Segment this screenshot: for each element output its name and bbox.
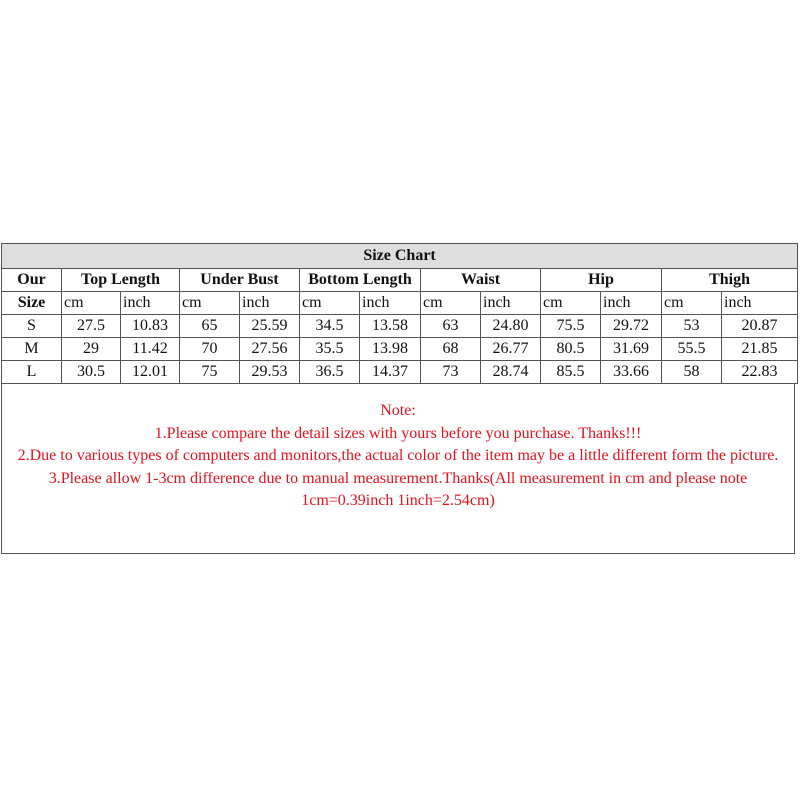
table-cell: 11.42 bbox=[121, 338, 180, 361]
unit-cm: cm bbox=[541, 292, 601, 315]
table-title: Size Chart bbox=[2, 244, 798, 269]
group-header-hip: Hip bbox=[541, 269, 662, 292]
table-cell: 33.66 bbox=[601, 361, 662, 384]
table-cell: 63 bbox=[421, 315, 481, 338]
table-cell: 36.5 bbox=[300, 361, 360, 384]
unit-inch: inch bbox=[481, 292, 541, 315]
unit-cm: cm bbox=[180, 292, 240, 315]
unit-cm: cm bbox=[662, 292, 722, 315]
size-label: S bbox=[2, 315, 62, 338]
table-cell: 34.5 bbox=[300, 315, 360, 338]
table-cell: 85.5 bbox=[541, 361, 601, 384]
table-cell: 27.5 bbox=[62, 315, 121, 338]
table-cell: 70 bbox=[180, 338, 240, 361]
size-chart bbox=[1, 243, 797, 554]
size-label: L bbox=[2, 361, 62, 384]
table-row bbox=[2, 338, 798, 361]
table-cell: 31.69 bbox=[601, 338, 662, 361]
table-cell: 30.5 bbox=[62, 361, 121, 384]
size-table bbox=[1, 243, 798, 384]
table-cell: 53 bbox=[662, 315, 722, 338]
table-cell: 20.87 bbox=[722, 315, 798, 338]
unit-cm: cm bbox=[421, 292, 481, 315]
note-line: 1.Please compare the detail sizes with yours before you purchase. Thanks!!! bbox=[154, 424, 642, 442]
unit-inch: inch bbox=[240, 292, 300, 315]
unit-inch: inch bbox=[121, 292, 180, 315]
unit-inch: inch bbox=[601, 292, 662, 315]
unit-inch: inch bbox=[360, 292, 421, 315]
group-header-bottom-length: Bottom Length bbox=[300, 269, 421, 292]
table-cell: 26.77 bbox=[481, 338, 541, 361]
table-cell: 65 bbox=[180, 315, 240, 338]
group-header-under-bust: Under Bust bbox=[180, 269, 300, 292]
table-cell: 75 bbox=[180, 361, 240, 384]
table-cell: 22.83 bbox=[722, 361, 798, 384]
table-cell: 12.01 bbox=[121, 361, 180, 384]
table-cell: 29.72 bbox=[601, 315, 662, 338]
table-row bbox=[2, 361, 798, 384]
table-cell: 29.53 bbox=[240, 361, 300, 384]
notes-panel bbox=[1, 384, 795, 554]
note-line: 3.Please allow 1-3cm difference due to manual measurement.Thanks(All measurement in cm and please note 1cm=0.39inch 1inch=2.54cm) bbox=[48, 469, 748, 509]
group-header-top-length: Top Length bbox=[62, 269, 180, 292]
table-cell: 35.5 bbox=[300, 338, 360, 361]
size-label: M bbox=[2, 338, 62, 361]
table-cell: 28.74 bbox=[481, 361, 541, 384]
table-cell: 24.80 bbox=[481, 315, 541, 338]
table-cell: 68 bbox=[421, 338, 481, 361]
table-cell: 27.56 bbox=[240, 338, 300, 361]
table-cell: 13.58 bbox=[360, 315, 421, 338]
table-cell: 14.37 bbox=[360, 361, 421, 384]
table-cell: 13.98 bbox=[360, 338, 421, 361]
size-column-header-bottom: Size bbox=[2, 292, 62, 315]
table-cell: 80.5 bbox=[541, 338, 601, 361]
unit-cm: cm bbox=[62, 292, 121, 315]
table-cell: 21.85 bbox=[722, 338, 798, 361]
unit-cm: cm bbox=[300, 292, 360, 315]
note-line: 2.Due to various types of computers and monitors,the actual color of the item may be a little different form the picture. bbox=[17, 447, 779, 464]
table-cell: 55.5 bbox=[662, 338, 722, 361]
unit-inch: inch bbox=[722, 292, 798, 315]
table-cell: 10.83 bbox=[121, 315, 180, 338]
table-cell: 58 bbox=[662, 361, 722, 384]
size-column-header-top: Our bbox=[2, 269, 62, 292]
table-cell: 25.59 bbox=[240, 315, 300, 338]
table-cell: 75.5 bbox=[541, 315, 601, 338]
group-header-thigh: Thigh bbox=[662, 269, 798, 292]
table-cell: 29 bbox=[62, 338, 121, 361]
group-header-waist: Waist bbox=[421, 269, 541, 292]
table-cell: 73 bbox=[421, 361, 481, 384]
table-row bbox=[2, 315, 798, 338]
note-heading: Note: bbox=[380, 402, 416, 419]
